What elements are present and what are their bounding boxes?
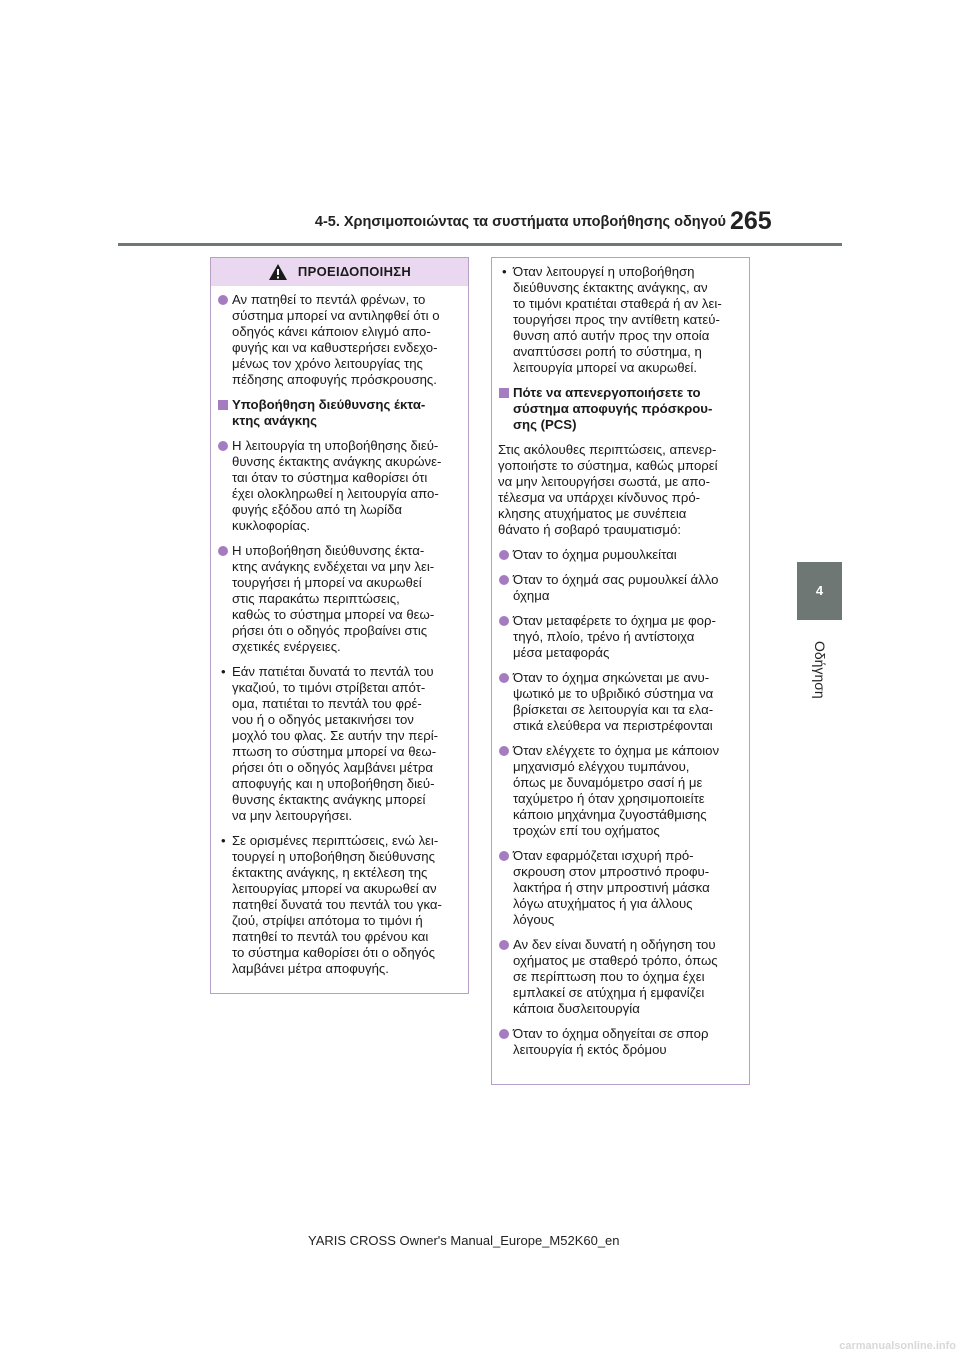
bullet-item xyxy=(217,543,462,655)
text-line: θάνατο ή σοβαρό τραυματισμό: xyxy=(498,522,682,537)
text-line: διεύθυνσης έκτακτης ανάγκης, αν xyxy=(513,280,708,295)
small-bullet-icon: • xyxy=(221,833,226,848)
text-line: γκαζιού, το τιμόνι στρίβεται απότ- xyxy=(232,680,426,695)
text-line: ρήσει ότι ο οδηγός λαμβάνει μέτρα xyxy=(232,760,434,775)
text-line: το σύστημα καθορίσει ότι ο οδηγός xyxy=(232,945,435,960)
text-line: Όταν το όχημα ρυμουλκείται xyxy=(513,547,677,562)
text-line: Όταν το όχημα σηκώνεται με ανυ- xyxy=(513,670,710,685)
bullet-dot-icon xyxy=(218,295,228,305)
text-line: Η υποβοήθηση διεύθυνσης έκτα- xyxy=(232,543,425,558)
section-title: 4-5. Χρησιμοποιώντας τα συστήματα υποβοήθησης οδηγού xyxy=(314,214,726,230)
text-line: αποφυγής και η υποβοήθηση διεύ- xyxy=(232,776,435,791)
text-line: στις παρακάτω περιπτώσεις, xyxy=(232,591,400,606)
text-line: λόγω ατυχήματος ή για άλλους xyxy=(513,896,693,911)
text-line: κάποιο μηχάνημα ζυγοστάθμισης xyxy=(513,807,707,822)
bullet-item xyxy=(498,1026,743,1058)
bullet-dot-icon xyxy=(499,616,509,626)
text-line: Όταν το όχημα οδηγείται σε σπορ xyxy=(513,1026,709,1041)
text-line: καθώς το σύστημα μπορεί να θεω- xyxy=(232,607,435,622)
bullet-item xyxy=(217,292,462,388)
text-line: νου ή ο οδηγός μετακινήσει τον xyxy=(232,712,414,727)
text-line: οδηγός κάνει κάποιον ελιγμό απο- xyxy=(232,324,431,339)
text-line: ται όταν το σύστημα καθορίσει ότι xyxy=(232,470,428,485)
text-line: ταχύμετρο ή όταν χρησιμοποιείτε xyxy=(513,791,705,806)
text-line: κάποια δυσλειτουργία xyxy=(513,1001,640,1016)
text-line: λακτήρα ή στην μπροστινή μάσκα xyxy=(513,880,710,895)
text-line: σύστημα μπορεί να αντιληφθεί ότι ο xyxy=(232,308,440,323)
text-line: φυγής εξόδου από τη λωρίδα xyxy=(232,502,403,517)
bullet-dot-icon xyxy=(499,851,509,861)
chapter-number: 4 xyxy=(815,583,824,598)
text-line: Υποβοήθηση διεύθυνσης έκτα- xyxy=(232,397,426,412)
text-line: Όταν εφαρμόζεται ισχυρή πρό- xyxy=(513,848,694,863)
square-bullet-icon xyxy=(499,388,509,398)
note-item xyxy=(217,833,462,977)
text-line: ζιού, στρίψει απότομα το τιμόνι ή xyxy=(232,913,423,928)
text-line: σύστημα αποφυγής πρόσκρου- xyxy=(513,401,713,416)
paragraph xyxy=(498,442,743,538)
text-line: να μην λειτουργήσει. xyxy=(232,808,353,823)
text-line: τουργήσει ή μπορεί να ακυρωθεί xyxy=(232,575,422,590)
bullet-dot-icon xyxy=(499,550,509,560)
bullet-dot-icon xyxy=(499,673,509,683)
small-bullet-icon: • xyxy=(221,664,226,679)
text-line: όπως με δυναμόμετρο σασί ή με xyxy=(513,775,703,790)
info-content xyxy=(492,258,749,1058)
bullet-item xyxy=(498,613,743,661)
text-line: πέδησης αποφυγής πρόσκρουσης. xyxy=(232,372,437,387)
text-line: μένως τον χρόνο λειτουργίας της xyxy=(232,356,423,371)
note-item xyxy=(217,664,462,824)
bullet-item xyxy=(498,937,743,1017)
bullet-item xyxy=(498,743,743,839)
bullet-item xyxy=(217,438,462,534)
text-line: Όταν το όχημά σας ρυμουλκεί άλλο xyxy=(513,572,719,587)
text-line: κτης ανάγκης ενδέχεται να μην λει- xyxy=(232,559,435,574)
bullet-dot-icon xyxy=(499,1029,509,1039)
text-line: πατηθεί το πεντάλ του φρένου και xyxy=(232,929,429,944)
text-line: Αν δεν είναι δυνατή η οδήγηση του xyxy=(513,937,716,952)
text-line: γοποιήστε το σύστημα, καθώς μπορεί xyxy=(498,458,718,473)
watermark: carmanualsonline.info xyxy=(839,1340,956,1352)
text-line: λειτουργίας μπορεί να ακυρωθεί αν xyxy=(232,881,437,896)
text-line: κτης ανάγκης xyxy=(232,413,317,428)
text-line: Στις ακόλουθες περιπτώσεις, απενερ- xyxy=(498,442,717,457)
text-line: ψωτικό με το υβριδικό σύστημα να xyxy=(513,686,714,701)
text-line: μοχλό του φλας. Σε αυτήν την περί- xyxy=(232,728,439,743)
text-line: Αν πατηθεί το πεντάλ φρένων, το xyxy=(232,292,426,307)
text-line: μηχανισμό ελέγχου τυμπάνου, xyxy=(513,759,690,774)
text-line: θυνση από αυτήν προς την οποία xyxy=(513,328,710,343)
text-line: θυνσης έκτακτης ανάγκης μπορεί xyxy=(232,792,426,807)
text-line: τουργεί η υποβοήθηση διεύθυνσης xyxy=(232,849,435,864)
warning-box xyxy=(210,257,469,994)
text-line: σης (PCS) xyxy=(513,417,577,432)
square-bullet-icon xyxy=(218,400,228,410)
footer-manual-id: YARIS CROSS Owner's Manual_Europe_M52K60_en xyxy=(308,1233,620,1248)
text-line: ρήσει ότι ο οδηγός προβαίνει στις xyxy=(232,623,428,638)
bullet-item xyxy=(498,572,743,604)
note-item xyxy=(498,264,743,376)
text-line: κυκλοφορίας. xyxy=(232,518,311,533)
info-box xyxy=(491,257,750,1085)
text-line: στικά ελεύθερα να περιστρέφονται xyxy=(513,718,713,733)
text-line: έχει ολοκληρωθεί η λειτουργία απο- xyxy=(232,486,439,501)
header-divider xyxy=(118,243,842,246)
text-line: Όταν μεταφέρετε το όχημα με φορ- xyxy=(513,613,716,628)
warning-header xyxy=(211,258,468,286)
text-line: φυγής και να καθυστερήσει ενδεχο- xyxy=(232,340,438,355)
warning-title: ΠΡΟΕΙΔΟΠΟΙΗΣΗ xyxy=(297,264,412,279)
text-line: βρίσκεται σε λειτουργία και τα ελα- xyxy=(513,702,714,717)
text-line: έκτακτης ανάγκης, η εκτέλεση της xyxy=(232,865,428,880)
section-subheading xyxy=(498,385,743,433)
text-line: σε περίπτωση που το όχημα έχει xyxy=(513,969,705,984)
bullet-item xyxy=(498,670,743,734)
text-line: μέσα μεταφοράς xyxy=(513,645,610,660)
bullet-dot-icon xyxy=(499,575,509,585)
text-line: λόγους xyxy=(513,912,555,927)
text-line: εμπλακεί σε ατύχημα ή εμφανίζει xyxy=(513,985,705,1000)
bullet-item xyxy=(498,547,743,563)
text-line: Η λειτουργία τη υποβοήθησης διεύ- xyxy=(232,438,439,453)
bullet-item xyxy=(498,848,743,928)
warning-triangle-icon xyxy=(268,263,288,281)
text-line: ομα, πατιέται το πεντάλ του φρέ- xyxy=(232,696,422,711)
text-line: τέλεσμα να υπάρχει κίνδυνος πρό- xyxy=(498,490,701,505)
text-line: λειτουργία μπορεί να ακυρωθεί. xyxy=(513,360,698,375)
text-line: λαμβάνει μέτρα αποφυγής. xyxy=(232,961,389,976)
bullet-dot-icon xyxy=(499,940,509,950)
text-line: Πότε να απενεργοποιήσετε το xyxy=(513,385,701,400)
text-line: τηγό, πλοίο, τρένο ή αντίστοιχα xyxy=(513,629,695,644)
text-line: πατηθεί δυνατά του πεντάλ του γκα- xyxy=(232,897,442,912)
page-number: 265 xyxy=(730,207,772,235)
text-line: οχήματος με σταθερό τρόπο, όπως xyxy=(513,953,718,968)
text-line: Εάν πατιέται δυνατά το πεντάλ του xyxy=(232,664,434,679)
text-line: σχετικές ενέργειες. xyxy=(232,639,341,654)
section-subheading xyxy=(217,397,462,429)
chapter-label-container xyxy=(792,630,848,710)
warning-content xyxy=(211,286,468,977)
text-line: το τιμόνι κρατιέται σταθερά ή αν λει- xyxy=(513,296,722,311)
text-line: όχημα xyxy=(513,588,550,603)
text-line: Σε ορισμένες περιπτώσεις, ενώ λει- xyxy=(232,833,439,848)
bullet-dot-icon xyxy=(218,441,228,451)
text-line: τροχών επί του οχήματος xyxy=(513,823,660,838)
text-line: θυνσης έκτακτης ανάγκης ακυρώνε- xyxy=(232,454,442,469)
text-line: τουργήσει προς την αντίθετη κατεύ- xyxy=(513,312,720,327)
text-line: κλησης ατυχήματος με συνέπεια xyxy=(498,506,687,521)
text-line: λειτουργία ή εκτός δρόμου xyxy=(513,1042,667,1057)
bullet-dot-icon xyxy=(499,746,509,756)
text-line: να μην λειτουργήσει σωστά, με απο- xyxy=(498,474,711,489)
small-bullet-icon: • xyxy=(502,264,507,279)
text-line: Όταν ελέγχετε το όχημα με κάποιον xyxy=(513,743,720,758)
chapter-label: Οδήγηση xyxy=(812,641,828,699)
text-line: σκρουση στον μπροστινό προφυ- xyxy=(513,864,710,879)
bullet-dot-icon xyxy=(218,546,228,556)
text-line: Όταν λειτουργεί η υποβοήθηση xyxy=(513,264,695,279)
chapter-tab xyxy=(797,562,842,620)
text-line: αναπτύσσει ροπή το σύστημα, η xyxy=(513,344,702,359)
text-line: πτωση το σύστημα μπορεί να θεω- xyxy=(232,744,437,759)
